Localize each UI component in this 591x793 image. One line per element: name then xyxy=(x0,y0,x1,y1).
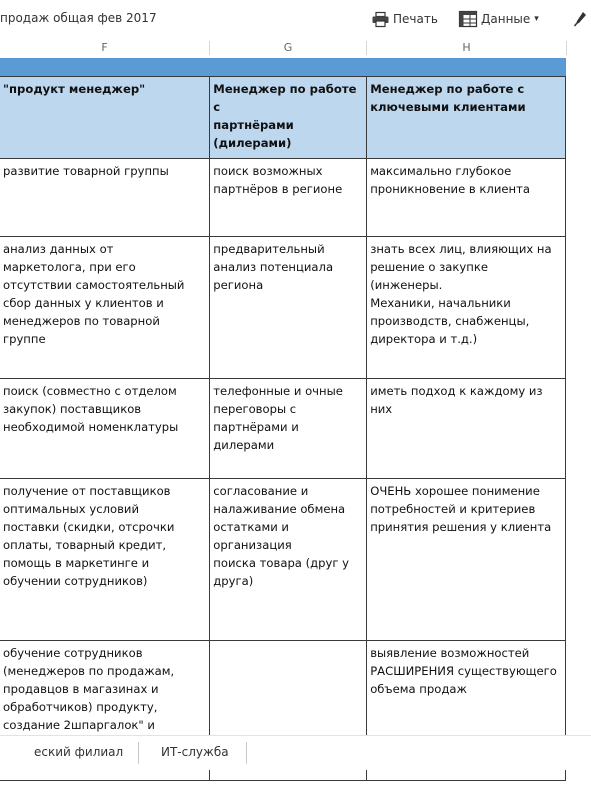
print-button[interactable] xyxy=(372,9,438,29)
table-cell[interactable] xyxy=(0,159,210,237)
spreadsheet-grid xyxy=(0,76,566,732)
column-letter-h[interactable]: H xyxy=(462,41,471,54)
table-cell[interactable] xyxy=(0,379,210,479)
cell-text: согласование и налаживание обмена остатками и организация поиска товара (друг у друга) xyxy=(213,484,349,588)
data-table-icon xyxy=(459,11,477,27)
cell-text: развитие товарной группы xyxy=(3,164,169,178)
table-cell[interactable] xyxy=(367,159,566,237)
table-cell[interactable] xyxy=(367,237,566,379)
cell-text: получение от поставщиков оптимальных условий поставки (скидки, отсрочки оплаты, товарный кредит, помощь в маркетинге и обучении сотрудников) xyxy=(3,484,175,588)
table-cell[interactable] xyxy=(0,237,210,379)
column-letter-f[interactable]: F xyxy=(101,41,108,54)
table-cell[interactable] xyxy=(0,479,210,641)
header-partner-manager: Менеджер по работе с партнёрами (дилерами) xyxy=(213,82,357,150)
blue-header-band xyxy=(0,58,566,76)
toolbar xyxy=(0,0,591,38)
header-cell[interactable] xyxy=(367,77,566,159)
column-letter-g[interactable]: G xyxy=(283,41,293,54)
cell-text: телефонные и очные переговоры с партнёрами и дилерами xyxy=(213,384,343,452)
cell-text: максимально глубокое проникновение в клиента xyxy=(370,164,530,196)
tool-icon xyxy=(574,11,588,27)
header-cell[interactable] xyxy=(0,77,210,159)
more-tools-button[interactable] xyxy=(574,9,588,29)
table-header-row xyxy=(0,77,566,159)
cell-text: выявление возможностей РАСШИРЕНИЯ существующего объема продаж xyxy=(370,646,557,696)
data-menu-button[interactable] xyxy=(459,9,539,29)
cell-text: знать всех лиц, влияющих на решение о закупке (инженеры. Механики, начальники производств, снабженцы, директора и т.д.) xyxy=(370,242,552,346)
table-row xyxy=(0,237,566,379)
sheet-tabs-bar xyxy=(0,735,591,770)
data-label: Данные xyxy=(481,12,531,26)
table-cell[interactable] xyxy=(210,237,367,379)
table-row xyxy=(0,379,566,479)
cell-text: иметь подход к каждому из них xyxy=(370,384,543,416)
chevron-down-icon: ▾ xyxy=(534,14,539,24)
table-row xyxy=(0,159,566,237)
printer-icon xyxy=(372,12,389,27)
header-key-account-manager: Менеджер по работе с ключевыми клиентами xyxy=(370,82,526,114)
print-label: Печать xyxy=(393,12,438,26)
document-title: продаж общая фев 2017 xyxy=(0,11,157,25)
cell-text: анализ данных от маркетолога, при его отсутствии самостоятельный сбор данных у клиентов и менеджеров по товарной группе xyxy=(3,242,185,346)
table-row xyxy=(0,479,566,641)
cell-text: поиск (совместно с отделом закупок) поставщиков необходимой номенклатуры xyxy=(3,384,179,434)
header-product-manager: "продукт менеджер" xyxy=(3,82,146,96)
header-cell[interactable] xyxy=(210,77,367,159)
cell-text: поиск возможных партнёров в регионе xyxy=(213,164,343,196)
cell-text: предварительный анализ потенциала региона xyxy=(213,242,334,292)
column-headers xyxy=(0,38,591,58)
table-cell[interactable] xyxy=(367,379,566,479)
table-cell[interactable] xyxy=(210,159,367,237)
cell-text: обучение сотрудников (менеджеров по продажам, продавцов в магазинах и обработчиков) продукту, создание 2шпаргалок" и xyxy=(3,646,175,732)
table-cell[interactable] xyxy=(210,379,367,479)
table-cell[interactable] xyxy=(367,479,566,641)
table-cell[interactable] xyxy=(210,479,367,641)
cell-text: ОЧЕНЬ хорошее понимение потребностей и критериев принятия решения у клиента xyxy=(370,484,552,534)
sheet-tab-branch[interactable]: еский филиал xyxy=(34,745,124,759)
sheet-tab-it-service[interactable]: ИТ-служба xyxy=(161,745,229,759)
